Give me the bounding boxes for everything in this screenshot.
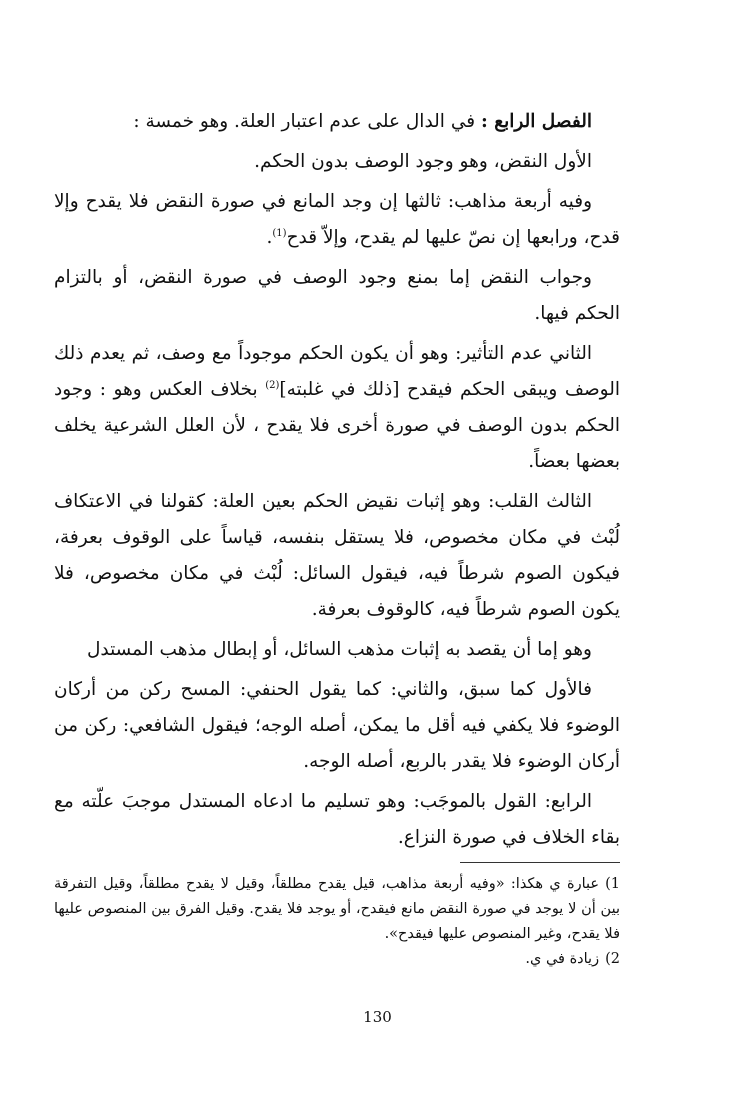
footnotes <box>54 872 620 972</box>
paragraph-awwal: فالأول كما سبق، والثاني: كما يقول الحنفي: المسح ركن من أركان الوضوء فلا يكفي فيه أقل ما يمكن، أصله الوجه؛ فيقول الشافعي: ركن من أركان الوضوء فلا يقدر بالربع، أصله الوجه. <box>54 679 620 772</box>
page-number: 130 <box>363 1008 392 1026</box>
paragraph-naqd: الأول النقض، وهو وجود الوصف بدون الحكم. <box>254 151 592 172</box>
paragraph-adam-tathir <box>54 336 620 480</box>
footnote-mark-2[interactable]: (2) <box>265 379 280 391</box>
footnote-2 <box>54 947 620 972</box>
footnote-2-number: 2) <box>605 951 620 967</box>
footnote-1 <box>54 872 620 947</box>
chapter-heading <box>54 104 620 140</box>
footnote-1-number: 1) <box>605 876 620 892</box>
paragraph-adam-tathir-text: الثاني عدم التأثير: وهو أن يكون الحكم موجوداً مع وصف، ثم يعدم ذلك الوصف ويبقى الحكم فيقدح [ذلك في غلبته] <box>54 343 621 400</box>
paragraph-madhahib: وفيه أربعة مذاهب: ثالثها إن وجد المانع في صورة النقض فلا يقدح وإلا قدح، ورابعها إن نصّ عليها لم يقدح، وإلاّ قدح$^{(1)}$. <box>54 191 620 248</box>
paragraph-mujab: الرابع: القول بالموجَب: وهو تسليم ما ادعاه المستدل موجبَ علّته مع بقاء الخلاف في صورة النزاع. <box>54 791 620 848</box>
paragraph-jawab: وجواب النقض إما بمنع وجود الوصف في صورة النقض، أو بالتزام الحكم فيها. <box>54 267 620 324</box>
paragraph-qasd: وهو إما أن يقصد به إثبات مذهب السائل، أو إبطال مذهب المستدل <box>86 639 592 660</box>
paragraph-qalb: الثالث القلب: وهو إثبات نقيض الحكم بعين العلة: كقولنا في الاعتكاف لُبْث في مكان مخصوص، فلا يستقل بنفسه، قياساً على الوقوف بعرفة، فيكون الصوم شرطاً فيه، فيقول السائل: لُبْث في مكان مخصوص، فلا يكون الصوم شرطاً فيه، كالوقوف بعرفة. <box>54 491 620 620</box>
footnote-mark-1[interactable]: (1) <box>272 227 287 239</box>
chapter-title: الفصل الرابع : <box>480 111 592 132</box>
footnote-1-text: عبارة ي هكذا: «وفيه أربعة مذاهب، قيل يقدح مطلقاً، وقيل لا يقدح مطلقاً، وقيل التفرقة بين أن لا يوجد في صورة النقض مانع فيقدح، أو يوجد فلا يقدح. وقيل الفرق بين المنصوص عليها فلا يقدح، وغير المنصوص عليها فيقدح». <box>54 876 620 942</box>
chapter-intro: في الدال على عدم اعتبار العلة. وهو خمسة : <box>133 111 481 132</box>
paragraph-adam-tathir-rest: بخلاف العكس وهو : وجود الحكم بدون الوصف في صورة أخرى فلا يقدح ، لأن العلل الشرعية يخلف بعضها بعضاً. <box>54 379 620 472</box>
footnote-divider <box>460 862 620 863</box>
footnote-2-text: زيادة في ي. <box>525 951 600 967</box>
paragraph-madhahib-text: وفيه أربعة مذاهب: ثالثها إن وجد المانع في صورة النقض فلا يقدح وإلا قدح، ورابعها إن نصّ عليها لم يقدح، وإلاّ قدح <box>54 191 620 248</box>
main-text <box>54 104 620 860</box>
